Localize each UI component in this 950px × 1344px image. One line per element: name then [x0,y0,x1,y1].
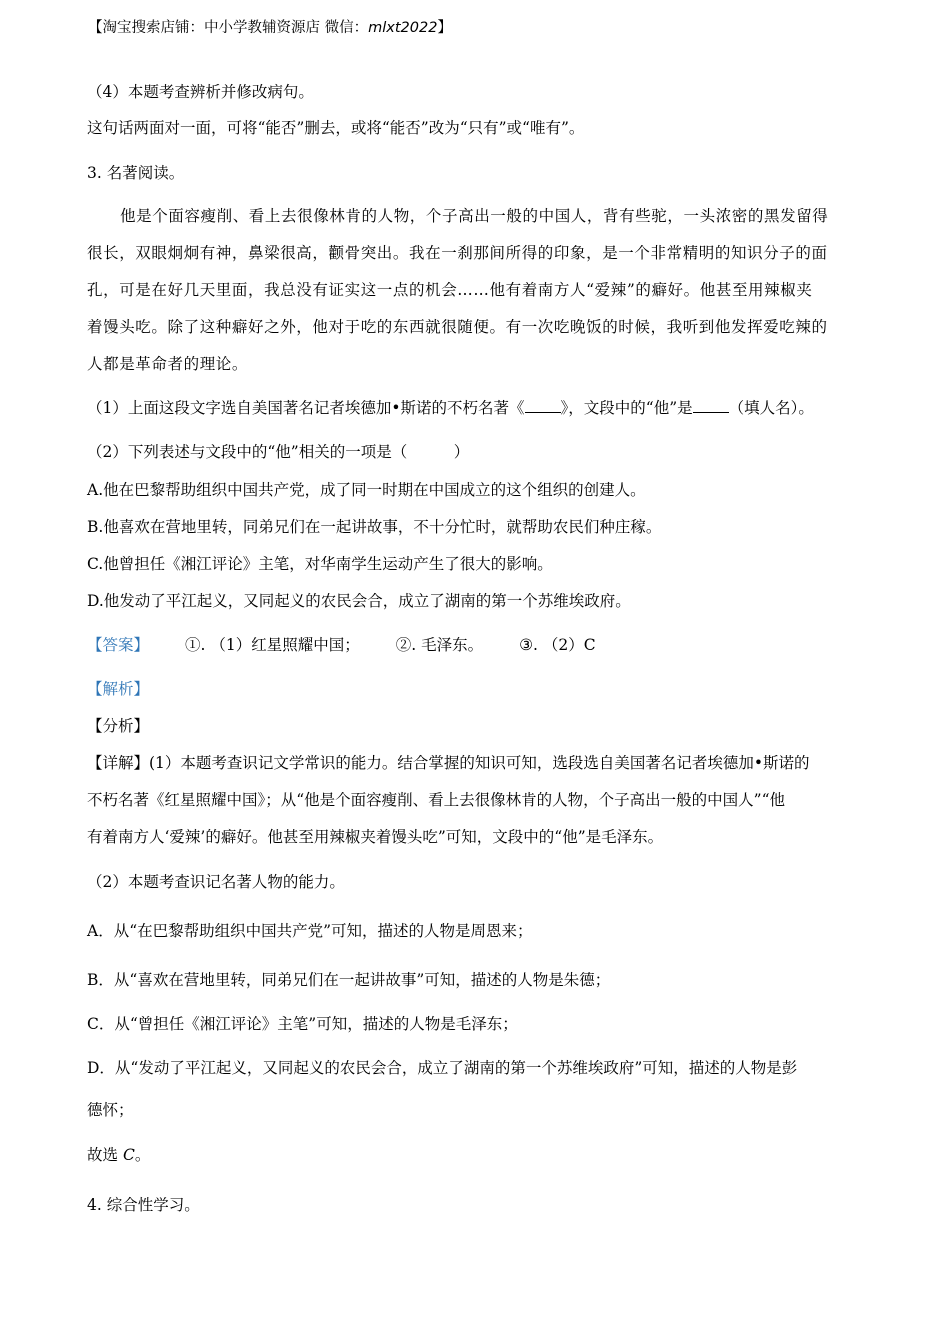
page-header [88,18,890,38]
detail-line: 有着南方人‘爱辣’的癖好。他甚至用辣椒夹着馒头吃”可知，文段中的“他”是毛泽东。 [87,828,664,846]
header-text: 【淘宝搜索店铺：中小学教辅资源店 微信： [88,20,369,36]
fill-blank-book[interactable] [525,398,561,413]
answer-2: ②. 毛泽东。 [395,636,484,654]
conclusion [87,1145,890,1165]
wechat-id: mlxt2022 [368,20,438,36]
question3-title: 3. 名著阅读。 [87,164,185,182]
header-close: 】 [437,20,452,36]
analysis-sub2: （2）本题考查识记名著人物的能力。 [87,873,345,891]
q4-answer: 这句话两面对一面，可将“能否”删去，或将“能否”改为“只有”或“唯有”。 [87,119,585,137]
q3-sub2: （2）下列表述与文段中的“他”相关的一项是（ ） [87,443,470,461]
passage-line: 着馒头吃。除了这种癖好之外，他对于吃的东西就很随便。有一次吃晚饭的时候，我听到他发挥爱吃辣的 [87,318,828,336]
option-a: A.他在巴黎帮助组织中国共产党，成了同一时期在中国成立的这个组织的创建人。 [87,481,646,499]
q4-title: （4）本题考查辨析并修改病句。 [87,83,314,101]
option-d: D.他发动了平江起义，又同起义的农民会合，成立了湖南的第一个苏维埃政府。 [87,592,631,610]
q3-sub1-text: （1）上面这段文字选自美国著名记者埃德加•斯诺的不朽名著《 [87,399,525,417]
passage-line: 孔，可是在好几天里面，我总没有证实这一点的机会……他有着南方人“爱辣”的癖好。他甚至用辣椒夹 [87,281,813,299]
q3-sub1 [87,398,890,418]
detail-line: 不朽名著《红星照耀中国》；从“他是个面容瘦削、看上去很像林肯的人物，个子高出一般的中国人”“他 [87,791,786,809]
detail-line: 【详解】(1）本题考查识记文学常识的能力。结合掌握的知识可知，选段选自美国著名记者埃德加•斯诺的 [87,754,810,772]
option-b: B.他喜欢在营地里转，同弟兄们在一起讲故事，不十分忙时，就帮助农民们种庄稼。 [87,518,662,536]
analysis-item-a: A．从“在巴黎帮助组织中国共产党”可知，描述的人物是周恩来； [87,922,533,940]
answer-row [87,635,890,655]
passage-line: 很长，双眼炯炯有神，鼻梁很高，颧骨突出。我在一刹那间所得的印象，是一个非常精明的知识分子的面 [87,244,828,262]
option-c: C.他曾担任《湘江评论》主笔，对华南学生运动产生了很大的影响。 [87,555,553,573]
conclusion-end: 。 [134,1146,151,1164]
answer-label: 【答案】 [87,636,150,654]
conclusion-choice: C [122,1146,135,1164]
fill-blank-name[interactable] [693,398,729,413]
q3-sub1-text: 》，文段中的“他”是 [560,399,693,417]
analysis-item-b: B．从“喜欢在营地里转，同弟兄们在一起讲故事”可知，描述的人物是朱德； [87,971,611,989]
fenxi-label: 【分析】 [87,717,150,735]
analysis-item-d-cont: 德怀； [87,1101,134,1119]
analysis-item-c: C．从“曾担任《湘江评论》主笔”可知，描述的人物是毛泽东； [87,1015,518,1033]
q3-sub1-text: （填人名）。 [728,399,814,417]
analysis-label: 【解析】 [87,680,150,698]
passage-line: 他是个面容瘦削、看上去很像林肯的人物，个子高出一般的中国人，背有些驼，一头浓密的黑发留得 [120,207,829,225]
conclusion-text: 故选 [87,1146,123,1164]
answer-1: ①. （1）红星照耀中国； [185,636,360,654]
analysis-item-d: D．从“发动了平江起义，又同起义的农民会合，成立了湖南的第一个苏维埃政府”可知，描述的人物是彭 [87,1059,798,1077]
question4-title: 4. 综合性学习。 [87,1196,200,1214]
passage-line: 人都是革命者的理论。 [87,355,249,373]
answer-3: ③. （2）C [519,636,596,654]
